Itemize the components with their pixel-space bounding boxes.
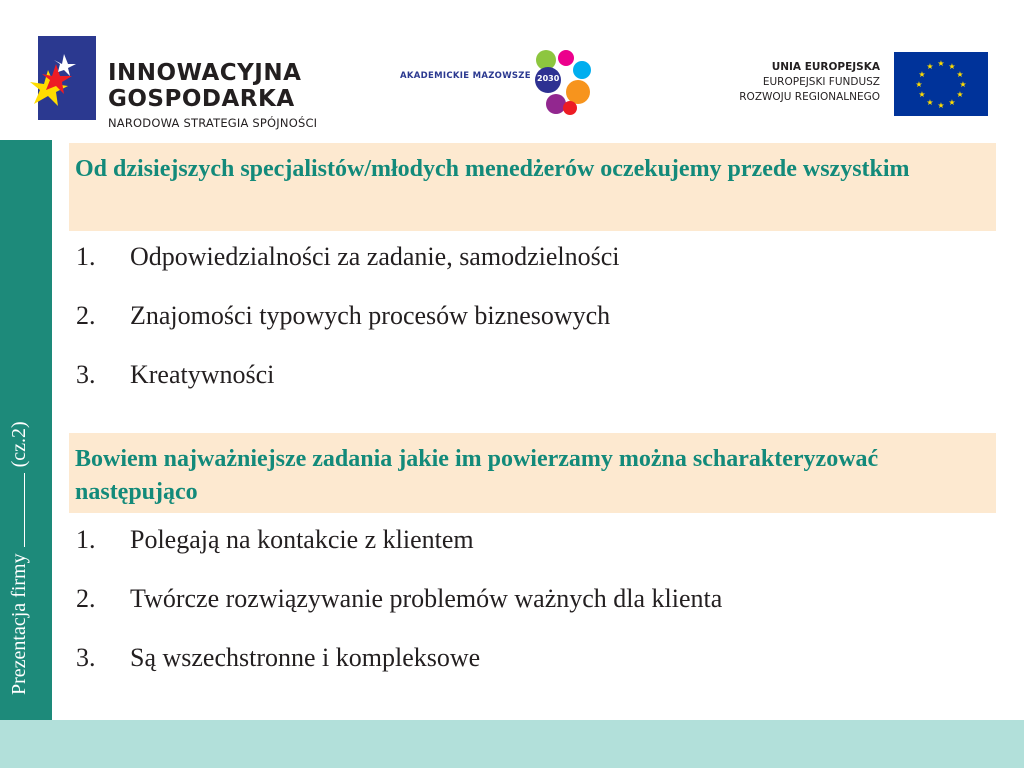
list-item-text: Twórcze rozwiązywanie problemów ważnych dla klienta [130, 584, 723, 613]
list-item [76, 301, 619, 360]
list-item [76, 525, 722, 584]
svg-text:★: ★ [948, 98, 956, 107]
sidebar-label-part: (cz.2) [8, 421, 30, 468]
svg-text:★: ★ [937, 59, 945, 68]
sidebar-label-title: Prezentacja firmy [8, 553, 30, 695]
svg-text:★: ★ [948, 62, 956, 71]
svg-text:★: ★ [959, 80, 967, 89]
sidebar-vertical-label [8, 421, 31, 695]
footer-band [0, 720, 1024, 768]
narodowa-strategia-text: NARODOWA STRATEGIA SPÓJNOŚCI [108, 116, 318, 130]
ue-name-text: UNIA EUROPEJSKA [771, 61, 880, 73]
gospodarka-text: GOSPODARKA [108, 86, 295, 112]
section2-list [76, 525, 722, 702]
list-item-number: 3. [76, 643, 96, 672]
list-item-number: 1. [76, 242, 96, 271]
list-item-number: 3. [76, 360, 96, 389]
ue-fund-text-2: ROZWOJU REGIONALNEGO [739, 91, 880, 103]
list-item [76, 584, 722, 643]
svg-text:★: ★ [926, 62, 934, 71]
list-item-number: 1. [76, 525, 96, 554]
list-item-text: Kreatywności [130, 360, 275, 389]
list-item-text: Polegają na kontakcie z klientem [130, 525, 474, 554]
list-item-text: Są wszechstronne i kompleksowe [130, 643, 481, 672]
innowacyjna-gospodarka-logo [20, 30, 340, 130]
svg-text:★: ★ [937, 101, 945, 110]
innowacyjna-gospodarka-emblem-icon [20, 30, 100, 130]
svg-text:★: ★ [915, 80, 923, 89]
innowacyjna-text: INNOWACYJNA [108, 60, 302, 86]
list-item-number: 2. [76, 301, 96, 330]
section1-list [76, 242, 619, 419]
svg-text:★: ★ [926, 98, 934, 107]
ue-fund-text: EUROPEJSKI FUNDUSZ [762, 76, 880, 88]
list-item [76, 242, 619, 301]
akademickie-mazowsze-text: AKADEMICKIE MAZOWSZE [400, 71, 531, 81]
akademickie-mazowsze-badge: 2030 [537, 74, 560, 83]
svg-text:★: ★ [918, 70, 926, 79]
akademickie-mazowsze-logo [398, 48, 588, 118]
list-item-text: Znajomości typowych procesów biznesowych [130, 301, 611, 330]
akademickie-mazowsze-circles-icon [526, 48, 596, 118]
eu-stars-icon [894, 52, 988, 116]
sidebar-label-underline [10, 473, 25, 547]
svg-text:★: ★ [956, 70, 964, 79]
section2-heading: Bowiem najważniejsze zadania jakie im powierzamy można scharakteryzować następująco [69, 433, 996, 513]
list-item-text: Odpowiedzialności za zadanie, samodzielności [130, 242, 620, 271]
svg-text:★: ★ [918, 90, 926, 99]
unia-europejska-logo [720, 52, 990, 118]
list-item-number: 2. [76, 584, 96, 613]
eu-flag [894, 52, 988, 116]
section1-heading: Od dzisiejszych specjalistów/młodych menedżerów oczekujemy przede wszystkim [69, 143, 996, 231]
svg-text:★: ★ [956, 90, 964, 99]
list-item [76, 360, 619, 419]
header [0, 0, 1024, 140]
list-item [76, 643, 722, 702]
